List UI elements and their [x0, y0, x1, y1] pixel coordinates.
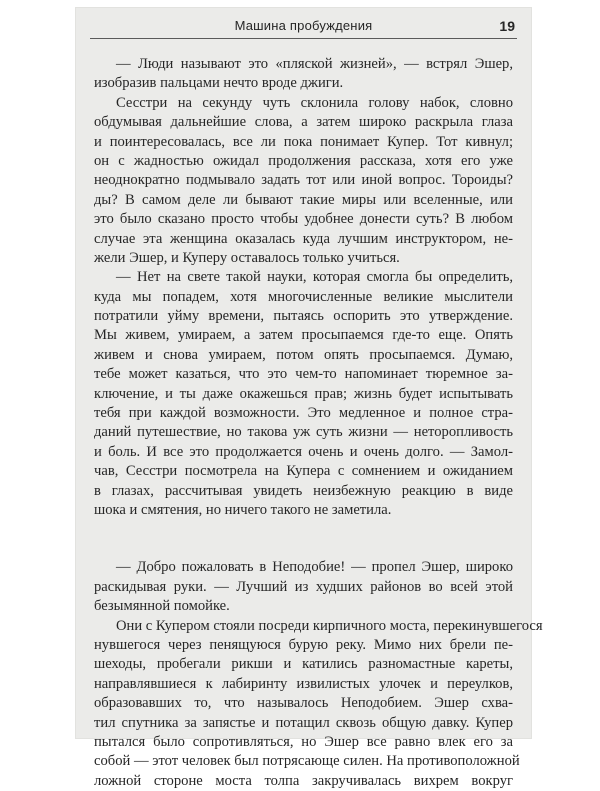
section-break	[94, 520, 513, 558]
text-line: раскидывая руки. — Лучший из худших районов во всей этой	[94, 578, 513, 595]
text-section-2	[94, 558, 543, 791]
text-line: жели Эшер, и Куперу оставалось только учиться.	[94, 249, 400, 266]
text-line: шока и смятения, но ничего такого не заметила.	[94, 501, 392, 518]
text-line: пытался было сопротивляться, но Эшер все равно влек его за	[94, 733, 513, 750]
text-line: направлявшиеся к лабиринту извилистых улочек и переулков,	[94, 675, 513, 692]
text-line: даний путешествие, но такова уж суть жизни — неторопливость	[94, 424, 513, 441]
book-page	[76, 8, 543, 789]
text-line: тебя при каждой возможности. Это медленное и полное стра-	[94, 405, 513, 422]
text-line: ложной стороне моста толпа закручивалась вихрем вокруг	[94, 772, 513, 789]
text-line: чав, Сесстри посмотрела на Купера с сомнением и ожиданием	[94, 463, 513, 480]
text-line: и поинтересовалась, все ли пока понимает Купер. Тот кивнул;	[94, 133, 513, 150]
page-number: 19	[499, 18, 515, 34]
text-line: — Добро пожаловать в Неподобие! — пропел Эшер, широко	[116, 559, 513, 576]
text-line: обдумывая дальнейшие слова, а затем широко раскрыла глаза	[94, 114, 513, 131]
text-line: изобразив пальцами нечто вроде джиги.	[94, 75, 344, 92]
text-line: — Нет на свете такой науки, которая смогла бы определить,	[116, 269, 513, 286]
text-line: образовавших то, что называлось Неподобием. Эшер схва-	[94, 695, 513, 712]
text-section-1	[94, 55, 513, 520]
text-line: ключение, и ты даже окажешься прав; жизнь будет испытывать	[94, 385, 513, 402]
text-line: куда мы попадем, хотя многочисленные великие мыслители	[94, 288, 513, 305]
text-line: неоднократно подмывало задать тот или иной вопрос. Тороиды?	[94, 172, 513, 189]
running-header	[90, 14, 517, 39]
text-line: тебе может казаться, что это чем-то напоминает тюремное за-	[94, 366, 513, 383]
text-line: потратили уйму времени, пытаясь оспорить это утверждение.	[94, 308, 513, 325]
text-line: живем и снова умираем, потом опять просыпаемся. Думаю,	[94, 346, 513, 363]
text-line: Сесстри на секунду чуть склонила голову набок, словно	[116, 94, 513, 111]
text-line: тил спутника за запястье и потащил сквозь общую давку. Купер	[94, 714, 513, 731]
text-line: ды? В самом деле ли бывают такие миры или вселенные, или	[94, 191, 513, 208]
text-line: безымянной помойке.	[94, 598, 230, 615]
text-line: Они с Купером стояли посреди кирпичного моста, перекинувшегося	[116, 617, 543, 634]
running-title: Машина пробуждения	[234, 18, 373, 33]
text-line: нувшегося через пенящуюся бурую реку. Мимо них брели пе-	[94, 636, 513, 653]
text-line: он с жадностью ожидал продолжения рассказа, хотя его уже	[94, 152, 513, 169]
page-body	[94, 55, 543, 791]
text-line: — Люди называют это «пляской жизней», — встрял Эшер,	[116, 56, 513, 72]
text-line: в глазах, рассчитывая увидеть неизбежную реакцию в виде	[94, 482, 513, 499]
text-line: случае эта женщина оказалась куда лучшим инструктором, не-	[94, 230, 513, 247]
text-line: и боль. И все это продолжается очень и очень долго. — Замол-	[94, 443, 513, 460]
text-line: Мы живем, умираем, а затем просыпаемся где-то еще. Опять	[94, 327, 513, 344]
text-line: это было сказано просто чтобы удобнее донести суть? В любом	[94, 211, 513, 228]
text-line: шеходы, пробегали рикши и катились разномастные кареты,	[94, 656, 513, 673]
text-line: собой — этот человек был потрясающе силен. На противоположной	[94, 753, 520, 770]
